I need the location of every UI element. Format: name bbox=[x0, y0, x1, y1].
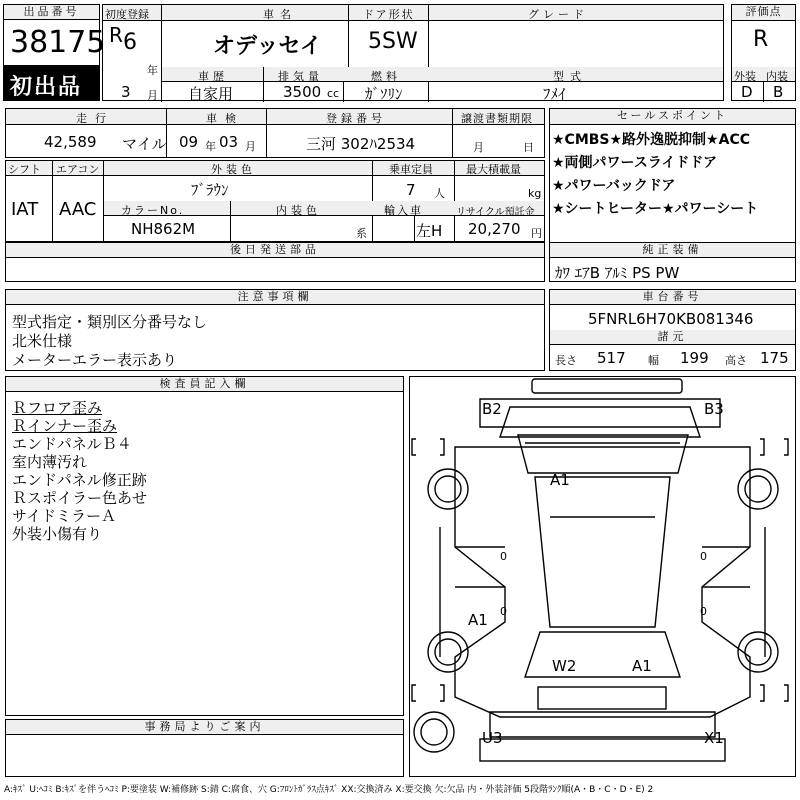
capacity-label: 乗車定員 bbox=[389, 163, 433, 176]
inspector-line-3: エンドパネルＢ４ bbox=[12, 435, 132, 453]
import-label: 輸入車 bbox=[384, 204, 423, 217]
height-value: 175 bbox=[760, 349, 789, 367]
svg-text:0: 0 bbox=[700, 605, 707, 618]
note-line-2: 北米仕様 bbox=[12, 332, 73, 350]
fuel-value: ｶﾞｿﾘﾝ bbox=[365, 85, 403, 103]
first-reg-label: 初度登録 bbox=[105, 8, 149, 21]
svg-text:0: 0 bbox=[700, 550, 707, 563]
spec-label: 諸元 bbox=[550, 330, 795, 345]
car-outline-svg bbox=[410, 377, 795, 776]
mark-b3: B3 bbox=[704, 400, 724, 418]
lot-number-cell bbox=[3, 4, 106, 66]
length-value: 517 bbox=[597, 349, 626, 367]
height-label: 高さ bbox=[725, 354, 747, 367]
inspector-line-1: Ｒフロア歪み bbox=[12, 399, 103, 417]
office-box bbox=[5, 719, 404, 777]
legend-text: A:ｷｽﾞ U:ﾍｺﾐ B:ｷｽﾞを伴うﾍｺﾐ P:要塗装 W:補修跡 S:錆 C:腐食、穴 G:ﾌﾛﾝﾄｶﾞﾗｽ点ｷｽﾞ XX:交換済み X:要交換 欠:欠品 内・外装評価 5段階ﾗﾝｸ順(A・B・C・D・E) 2 bbox=[4, 785, 654, 795]
ac-label: エアコン bbox=[56, 163, 100, 176]
load-label: 最大積載量 bbox=[466, 163, 521, 176]
mark-u3: U3 bbox=[482, 729, 503, 747]
note-line-3: メーターエラー表示あり bbox=[12, 351, 178, 369]
note-line-1: 型式指定・類別区分番号なし bbox=[12, 313, 208, 331]
mileage-unit: マイル bbox=[122, 135, 167, 153]
color-no-label: カラーNo. bbox=[121, 204, 185, 217]
ac-value: AAC bbox=[59, 199, 97, 220]
exterior-grade: D bbox=[741, 83, 753, 101]
int-color-label: 内装色 bbox=[276, 204, 321, 217]
lot-number-label: 出品番号 bbox=[4, 5, 99, 20]
insp-year-unit: 年 bbox=[205, 140, 216, 153]
genuine-equipment bbox=[549, 242, 796, 282]
mark-a1-side: A1 bbox=[468, 611, 488, 629]
inspector-line-4: 室内薄汚れ bbox=[12, 453, 88, 471]
reg-month: 3 bbox=[121, 83, 131, 101]
inspector-box bbox=[5, 376, 404, 716]
door-type: 5SW bbox=[368, 29, 418, 54]
mileage-row bbox=[5, 108, 545, 158]
interior-label: 内装 bbox=[766, 70, 788, 83]
mark-a1-rear: A1 bbox=[632, 657, 652, 675]
chassis-number: 5FNRL6H70KB081346 bbox=[588, 310, 754, 328]
capacity-unit: 人 bbox=[434, 187, 445, 200]
capacity-value: 7 bbox=[406, 181, 416, 199]
inspection-label: 車検 bbox=[206, 112, 244, 125]
car-name: オデッセイ bbox=[213, 34, 322, 59]
load-unit: kg bbox=[528, 187, 542, 200]
mileage-label: 走行 bbox=[76, 112, 114, 125]
first-listing-text: 初出品 bbox=[10, 75, 83, 100]
exterior-label: 外装 bbox=[734, 70, 756, 83]
genuine-label: 純正装備 bbox=[550, 243, 795, 258]
car-name-label: 車名 bbox=[263, 8, 297, 21]
chassis-label: 車台番号 bbox=[550, 290, 795, 305]
mark-b2: B2 bbox=[482, 400, 502, 418]
mark-w2: W2 bbox=[552, 657, 577, 675]
import-value: 左H bbox=[416, 222, 443, 240]
mark-x1: X1 bbox=[704, 729, 724, 747]
interior-grade: B bbox=[773, 83, 784, 101]
inspector-line-6: Ｒスポイラー色あせ bbox=[12, 489, 148, 507]
month-unit: 月 bbox=[147, 89, 158, 102]
sales-label: セールスポイント bbox=[550, 109, 795, 125]
era: R bbox=[109, 23, 123, 47]
color-label: 外装色 bbox=[211, 163, 256, 176]
later-parts bbox=[5, 242, 545, 282]
score-value: R bbox=[753, 27, 769, 52]
plate-number: 三河 302ﾊ2534 bbox=[306, 135, 416, 153]
insp-month: 03 bbox=[219, 133, 239, 151]
notes-box bbox=[5, 289, 545, 371]
plate-label: 登録番号 bbox=[326, 112, 386, 125]
svg-text:0: 0 bbox=[500, 550, 507, 563]
mileage-value: 42,589 bbox=[44, 133, 97, 151]
transfer-label: 譲渡書類期限 bbox=[461, 112, 533, 125]
chassis-box bbox=[549, 289, 796, 371]
score-label: 評価点 bbox=[732, 5, 795, 21]
recycle-label: リサイクル預託金 bbox=[456, 207, 535, 218]
displacement-value: 3500 bbox=[283, 83, 322, 101]
history-label: 車歴 bbox=[198, 70, 228, 83]
grade-label: グレード bbox=[528, 8, 588, 21]
recycle-unit: 円 bbox=[531, 227, 542, 240]
sales-point-3: ★パワーバックドア bbox=[552, 178, 676, 194]
sales-point-1: ★CMBS★路外逸脱抑制★ACC bbox=[552, 132, 750, 148]
first-listing-badge bbox=[3, 66, 100, 101]
color-value: ﾌﾞﾗｳﾝ bbox=[191, 181, 229, 199]
history-value: 自家用 bbox=[188, 85, 234, 103]
insp-month-unit: 月 bbox=[245, 140, 256, 153]
svg-text:0: 0 bbox=[500, 605, 507, 618]
int-color-unit: 系 bbox=[356, 227, 367, 240]
office-label: 事務局よりご案内 bbox=[6, 720, 403, 735]
shift-value: IAT bbox=[11, 199, 39, 220]
inspector-label: 検査員記入欄 bbox=[6, 377, 403, 392]
sales-point-2: ★両側パワースライドドア bbox=[552, 155, 718, 171]
score-box bbox=[731, 4, 796, 101]
genuine-value: ｶﾜ ｴｱB ｱﾙﾐ PS PW bbox=[555, 264, 680, 282]
damage-diagram bbox=[409, 376, 796, 777]
color-no-value: NH862M bbox=[131, 220, 196, 238]
reg-year: 6 bbox=[123, 30, 137, 55]
insp-year: 09 bbox=[179, 133, 199, 151]
door-label: ドア形状 bbox=[363, 8, 415, 21]
header-grid bbox=[102, 4, 724, 101]
inspector-line-5: エンドパネル修正跡 bbox=[12, 471, 147, 489]
width-label: 幅 bbox=[648, 354, 659, 367]
transfer-day-unit: 日 bbox=[523, 141, 534, 154]
year-unit: 年 bbox=[147, 64, 158, 77]
sales-points bbox=[549, 108, 796, 243]
transfer-month-unit: 月 bbox=[473, 141, 484, 154]
displacement-unit: cc bbox=[327, 87, 340, 100]
inspector-line-2: Ｒインナー歪み bbox=[12, 417, 118, 435]
fuel-label: 燃料 bbox=[371, 70, 401, 83]
displacement-label: 排気量 bbox=[278, 70, 323, 83]
recycle-value: 20,270 bbox=[468, 220, 521, 238]
length-label: 長さ bbox=[555, 354, 577, 367]
spec-grid bbox=[5, 160, 545, 242]
lot-number: 38175 bbox=[10, 25, 106, 60]
later-parts-label: 後日発送部品 bbox=[6, 243, 544, 258]
mark-a1-roof: A1 bbox=[550, 471, 570, 489]
width-value: 199 bbox=[680, 349, 709, 367]
sales-point-4: ★シートヒーター★パワーシート bbox=[552, 201, 759, 217]
inspector-line-7: サイドミラーＡ bbox=[12, 507, 116, 525]
model-label: 型式 bbox=[553, 70, 587, 83]
notes-label: 注意事項欄 bbox=[6, 290, 544, 305]
model-value: ﾌﾒｲ bbox=[543, 85, 566, 103]
shift-label: シフト bbox=[8, 163, 41, 176]
inspector-line-8: 外装小傷有り bbox=[12, 525, 103, 543]
